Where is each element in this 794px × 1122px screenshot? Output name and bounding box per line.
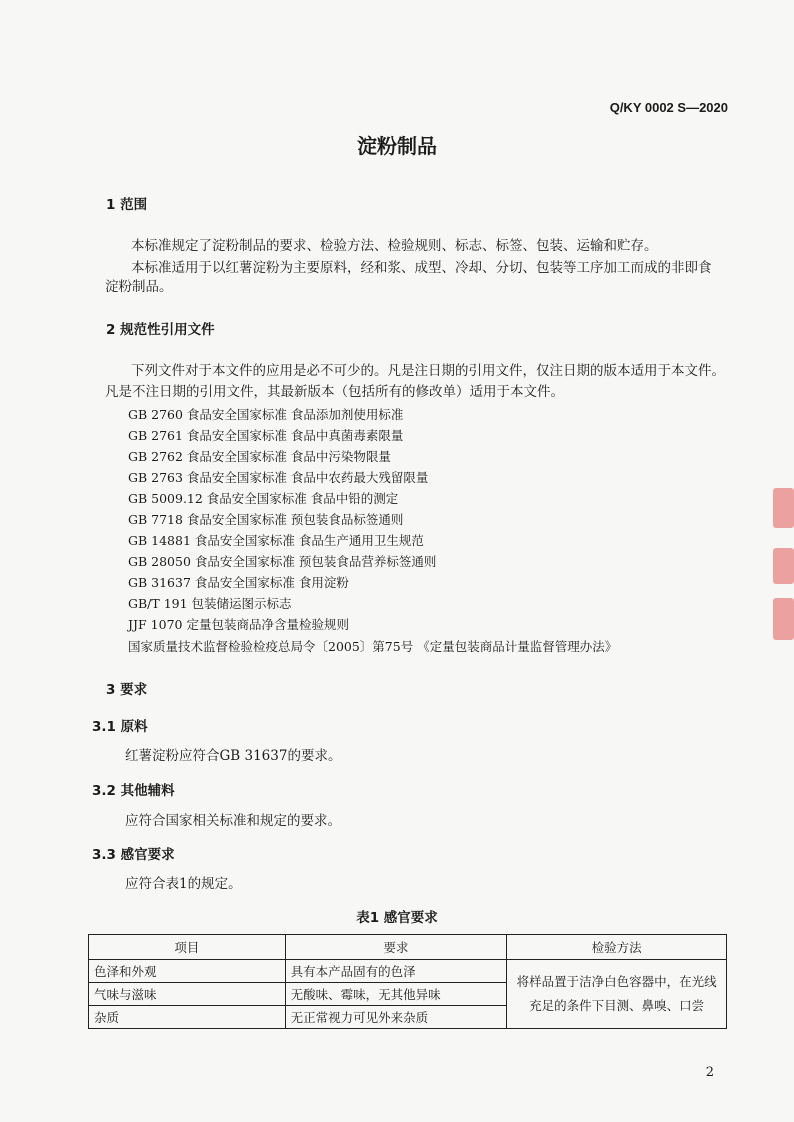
table-cell: 杂质 (89, 1006, 286, 1029)
reference-item: GB 28050 食品安全国家标准 预包装食品营养标签通则 (128, 554, 437, 569)
section-3-1-heading: 3.1 原料 (92, 719, 148, 735)
table-cell: 气味与滋味 (89, 983, 286, 1006)
reference-item: GB 2762 食品安全国家标准 食品中污染物限量 (128, 449, 391, 464)
table-header-cell: 检验方法 (507, 935, 727, 960)
document-number: Q/KY 0002 S—2020 (609, 100, 728, 115)
reference-item: JJF 1070 定量包装商品净含量检验规则 (128, 617, 349, 632)
reference-item: GB 2763 食品安全国家标准 食品中农药最大残留限量 (128, 470, 429, 485)
section-3-heading: 3 要求 (106, 682, 148, 698)
table-cell: 无酸味、霉味，无其他异味 (285, 983, 507, 1006)
table-caption: 表1 感官要求 (356, 910, 438, 926)
section-1-paragraph-2-line-1: 本标准适用于以红薯淀粉为主要原料，经和浆、成型、冷却、分切、包装等工序加工而成的非即食 (131, 260, 712, 276)
seal-stamp-fragment (773, 488, 794, 528)
section-3-1-text: 红薯淀粉应符合GB 31637的要求。 (125, 748, 342, 764)
section-2-intro-line-2: 凡是不注日期的引用文件，其最新版本（包括所有的修改单）适用于本文件。 (105, 384, 564, 400)
table-header-row (89, 935, 727, 960)
reference-item: GB 2761 食品安全国家标准 食品中真菌毒素限量 (128, 428, 404, 443)
page-title: 淀粉制品 (357, 134, 437, 158)
page-number: 2 (705, 1065, 714, 1080)
inspection-method-cell: 将样品置于洁净白色容器中，在光线充足的条件下目测、鼻嗅、口尝 (507, 960, 727, 1029)
table-header-cell: 要求 (285, 935, 507, 960)
section-1-paragraph-2-line-2: 淀粉制品。 (105, 279, 173, 295)
section-3-3-heading: 3.3 感官要求 (92, 847, 175, 863)
seal-stamp-fragment (773, 598, 794, 640)
table-cell: 色泽和外观 (89, 960, 286, 983)
section-1-heading: 1 范围 (106, 197, 148, 213)
section-1-paragraph-1: 本标准规定了淀粉制品的要求、检验方法、检验规则、标志、标签、包装、运输和贮存。 (131, 238, 658, 254)
reference-item: GB 2760 食品安全国家标准 食品添加剂使用标准 (128, 407, 404, 422)
table-cell: 具有本产品固有的色泽 (285, 960, 507, 983)
reference-item: GB 7718 食品安全国家标准 预包装食品标签通则 (128, 512, 404, 527)
reference-item: GB 14881 食品安全国家标准 食品生产通用卫生规范 (128, 533, 424, 548)
table-cell: 无正常视力可见外来杂质 (285, 1006, 507, 1029)
sensory-requirements-table (88, 934, 727, 1029)
table-row (89, 960, 727, 983)
section-3-2-heading: 3.2 其他辅料 (92, 783, 175, 799)
section-3-3-text: 应符合表1的规定。 (125, 876, 242, 892)
table-header-cell: 项目 (89, 935, 286, 960)
reference-item: GB/T 191 包装储运图示标志 (128, 596, 292, 611)
section-2-heading: 2 规范性引用文件 (106, 322, 215, 338)
seal-stamp-fragment (773, 548, 794, 584)
section-3-2-text: 应符合国家相关标准和规定的要求。 (125, 813, 341, 829)
reference-item: GB 5009.12 食品安全国家标准 食品中铅的测定 (128, 491, 399, 506)
reference-item: GB 31637 食品安全国家标准 食用淀粉 (128, 575, 349, 590)
reference-item: 国家质量技术监督检验检疫总局令〔2005〕第75号 《定量包装商品计量监督管理办法》 (128, 639, 618, 654)
section-2-intro-line-1: 下列文件对于本文件的应用是必不可少的。凡是注日期的引用文件，仅注日期的版本适用于本文件。 (131, 363, 725, 379)
